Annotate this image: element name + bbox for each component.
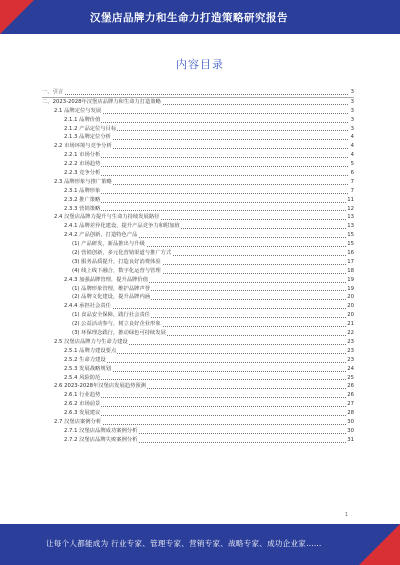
toc-entry[interactable]: [42, 338, 354, 347]
toc-entry[interactable]: [42, 240, 354, 249]
toc-entry-page: 4: [350, 152, 354, 159]
toc-entry[interactable]: [42, 276, 354, 285]
toc-entry-page: 24: [347, 365, 354, 372]
toc-entry[interactable]: [42, 249, 354, 258]
toc-entry-page: 16: [347, 250, 354, 257]
toc-entry-label: (3) 服务品质提升，打造良好消费体验: [72, 258, 161, 265]
toc-entry-page: 15: [347, 232, 354, 239]
toc-entry-label: 2.4 汉堡店品牌力提升与生命力持续发展路径: [54, 214, 160, 221]
footer-slogan: 让每个人都能成为 行业专家、管理专家、营销专家、战略专家、成功企业家……: [46, 539, 322, 548]
toc-entry[interactable]: [42, 222, 354, 231]
toc-entry-label: 2.6.1 行业趋势: [64, 392, 101, 399]
toc-entry-label: 2.1 品牌定位与发展: [54, 107, 102, 114]
toc-entry-page: 13: [347, 214, 354, 221]
toc-entry-page: 7: [350, 178, 354, 185]
toc-entry[interactable]: [42, 187, 354, 196]
toc-leader-dots: [64, 122, 348, 123]
toc-entry-label: (2) 营销创新，多元化营销渠道与推广方式: [72, 250, 172, 257]
toc-leader-dots: [64, 193, 348, 194]
toc-entry-label: 2.6.2 市场前景: [64, 401, 101, 408]
toc-entry-label: 2.3.3 营销策略: [64, 205, 101, 212]
toc-entry-label: 2.5.3 发展战略规划: [64, 365, 111, 372]
toc-entry-label: 2.1.2 产品定位与目标: [64, 125, 117, 132]
toc-entry[interactable]: [42, 213, 354, 222]
toc-entry-label: (2) 品牌文化建设，提升品牌内涵: [72, 294, 151, 301]
toc-entry-page: 30: [347, 427, 354, 434]
toc-entry[interactable]: [42, 427, 354, 436]
toc-entry-page: 13: [347, 223, 354, 230]
toc-entry-page: 6: [350, 170, 354, 177]
toc-entry-page: 11: [347, 196, 354, 203]
toc-entry[interactable]: [42, 142, 354, 151]
toc-entry-page: 3: [350, 116, 354, 123]
toc-entry-page: 21: [347, 321, 354, 328]
toc-entry-label: 2.5 汉堡店品牌力与生命力建设: [54, 338, 128, 345]
toc-entry-page: 19: [347, 285, 354, 292]
toc-entry-label: 2.2.2 市场趋势: [64, 161, 101, 168]
toc-entry[interactable]: [42, 196, 354, 205]
toc-entry-label: 2.1.3 品牌定位分析: [64, 134, 111, 141]
toc-leader-dots: [64, 175, 348, 176]
toc-leader-dots: [64, 379, 348, 380]
toc-leader-dots: [42, 94, 348, 95]
toc-entry-label: 2.4.1 品牌差异化建设，提升产品竞争力和附加值: [64, 223, 180, 230]
toc-entry[interactable]: [42, 151, 354, 160]
toc-entry-label: 2.1.1 品牌价值: [64, 116, 101, 123]
toc-entry-label: 2.2.1 市场分析: [64, 152, 101, 159]
toc-entry-page: 3: [350, 107, 354, 114]
toc-entry-page: 5: [350, 161, 354, 168]
toc-entry[interactable]: [42, 391, 354, 400]
toc-entry[interactable]: [42, 267, 354, 276]
report-title: 汉堡店品牌力和生命力打造策略研究报告: [90, 12, 288, 24]
toc-entry-label: 2.4.2 产品创新，打造特色产品: [64, 232, 138, 239]
toc-leader-dots: [64, 415, 348, 416]
page-number: 1: [344, 512, 348, 518]
toc-entry[interactable]: [42, 125, 354, 134]
toc-leader-dots: [64, 166, 348, 167]
toc-entry[interactable]: [42, 382, 354, 391]
toc-entry-label: 2.3 品牌形象与推广策略: [54, 178, 112, 185]
toc-entry[interactable]: [42, 178, 354, 187]
toc-entry-label: 2.5.4 风险防范: [64, 374, 101, 381]
toc-entry-label: 2.2 市场环境与竞争分析: [54, 143, 112, 150]
report-footer-bar: [0, 524, 400, 565]
header-red-corner: [0, 0, 34, 34]
toc-entry-page: 20: [347, 303, 354, 310]
toc-entry-label: 2.5.1 品牌力建设要点: [64, 347, 117, 354]
toc-entry-label: 2.3.2 推广策略: [64, 196, 101, 203]
toc-entry-page: 30: [347, 418, 354, 425]
toc-entry-page: 20: [347, 294, 354, 301]
toc-entry[interactable]: [42, 98, 354, 107]
footer-red-corner: [359, 524, 400, 565]
toc-entry-page: 3: [350, 125, 354, 132]
toc-entry-label: 2.2.3 竞争分析: [64, 170, 101, 177]
toc-entry[interactable]: [42, 356, 354, 365]
toc-entry-page: 22: [347, 330, 354, 337]
toc-entry[interactable]: [42, 133, 354, 142]
toc-entry-page: 26: [347, 383, 354, 390]
toc-entry-label: 2.3.1 品牌形象: [64, 187, 101, 194]
toc-entry-label: 2.4.4 承担社会责任: [64, 303, 111, 310]
toc-entry-page: 27: [347, 401, 354, 408]
toc-entry[interactable]: [42, 418, 354, 427]
toc-entry[interactable]: [42, 374, 354, 383]
toc-leader-dots: [64, 210, 348, 211]
toc-entry-page: 23: [347, 338, 354, 345]
toc-entry-label: 二、2023-2028年汉堡店品牌力和生命力打造策略: [42, 98, 161, 105]
toc-entry-label: (1) 食品安全保障，践行社会责任: [72, 312, 151, 319]
toc-entry[interactable]: [42, 436, 354, 445]
toc-entry[interactable]: [42, 160, 354, 169]
toc-entry-label: (2) 公益活动参与，树立良好企业形象: [72, 321, 161, 328]
toc-leader-dots: [64, 157, 348, 158]
toc-entry-page: 4: [350, 143, 354, 150]
toc-entry[interactable]: [42, 285, 354, 294]
toc-entry-page: 12: [347, 205, 354, 212]
toc-entry-page: 4: [350, 134, 354, 141]
toc-heading: 内容目录: [176, 58, 224, 71]
toc-entry[interactable]: [42, 205, 354, 214]
toc-entry-page: 25: [347, 374, 354, 381]
toc-entry[interactable]: [42, 347, 354, 356]
toc-entry[interactable]: [42, 116, 354, 125]
toc-entry-page: 31: [347, 436, 354, 443]
table-of-contents: [42, 88, 354, 445]
toc-entry[interactable]: [42, 258, 354, 267]
toc-entry[interactable]: [42, 231, 354, 240]
toc-entry-page: 17: [347, 258, 354, 265]
report-header-bar: [0, 0, 400, 34]
toc-entry-label: 一、引言: [42, 89, 64, 95]
toc-entry-label: 2.6.3 发展建议: [64, 410, 101, 417]
toc-entry-page: 20: [347, 312, 354, 319]
toc-entry-label: 2.7 汉堡店案例分析: [54, 418, 102, 425]
toc-entry-label: 2.7.1 汉堡店品牌成功案例分析: [64, 427, 138, 434]
toc-entry-page: 3: [350, 89, 354, 95]
toc-entry-label: 2.4.3 加强品牌管理，提升品牌价值: [64, 276, 149, 283]
toc-entry-page: 18: [347, 267, 354, 274]
toc-entry-page: 7: [350, 187, 354, 194]
toc-entry[interactable]: [42, 320, 354, 329]
toc-entry-label: (4) 线上线下融合，数字化运营与管理: [72, 267, 161, 274]
toc-entry[interactable]: [42, 88, 354, 98]
toc-entry-label: (1) 产品研发，新品推出与升级: [72, 241, 145, 248]
toc-entry-page: 26: [347, 392, 354, 399]
toc-entry-page: 3: [350, 98, 354, 105]
toc-entry-label: (1) 品牌形象管理，维护品牌声誉: [72, 285, 151, 292]
toc-entry[interactable]: [42, 169, 354, 178]
toc-entry-page: 23: [347, 356, 354, 363]
toc-entry[interactable]: [42, 409, 354, 418]
toc-leader-dots: [64, 406, 348, 407]
toc-entry[interactable]: [42, 329, 354, 338]
toc-entry-label: (3) 环保理念践行，推动绿色可持续发展: [72, 330, 166, 337]
toc-entry[interactable]: [42, 293, 354, 302]
toc-entry-label: 2.6 2023-2028年汉堡店发展趋势预测: [54, 383, 146, 390]
toc-entry-page: 23: [347, 347, 354, 354]
toc-leader-dots: [64, 397, 348, 398]
toc-entry[interactable]: [42, 107, 354, 116]
toc-leader-dots: [64, 202, 348, 203]
toc-entry[interactable]: [42, 365, 354, 374]
toc-entry-page: 15: [347, 241, 354, 248]
toc-entry-page: 19: [347, 276, 354, 283]
toc-entry[interactable]: [42, 302, 354, 311]
toc-entry-page: 28: [347, 410, 354, 417]
toc-entry-label: 2.5.2 生命力建设: [64, 356, 106, 363]
toc-entry[interactable]: [42, 400, 354, 409]
toc-entry[interactable]: [42, 311, 354, 320]
toc-entry-label: 2.7.2 汉堡店品牌失败案例分析: [64, 436, 138, 443]
